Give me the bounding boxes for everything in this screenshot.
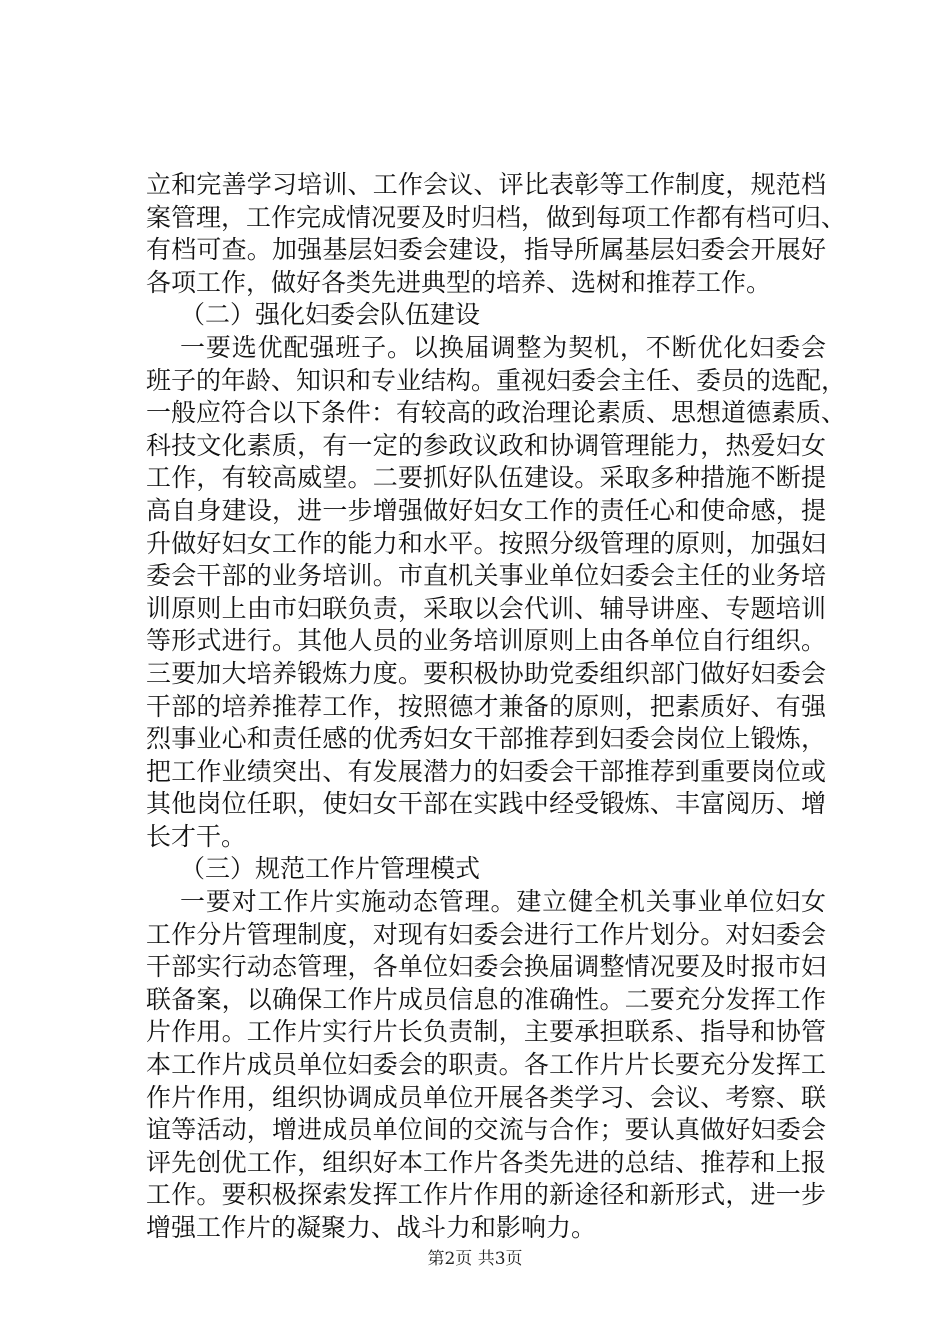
page-number-footer: 第2页 共3页 <box>427 1249 523 1269</box>
document-body <box>146 169 847 1245</box>
body-text-line: 案管理，工作完成情况要及时归档，做到每项工作都有档可归、 <box>146 202 847 232</box>
section-heading: （三）规范工作片管理模式 <box>180 854 481 884</box>
body-text-line: 其他岗位任职，使妇女干部在实践中经受锻炼、丰富阅历、增 <box>146 789 826 819</box>
body-text-line: 等形式进行。其他人员的业务培训原则上由各单位自行组织。 <box>146 626 826 656</box>
body-text-line: 作片作用，组织协调成员单位开展各类学习、会议、考察、联 <box>146 1082 826 1112</box>
body-text-line: 委会干部的业务培训。市直机关事业单位妇委会主任的业务培 <box>146 561 826 591</box>
body-text-line: 一般应符合以下条件：有较高的政治理论素质、思想道德素质、 <box>146 398 847 428</box>
body-text-line: 工作。要积极探索发挥工作片作用的新途径和新形式，进一步 <box>146 1180 826 1210</box>
body-text-line: 三要加大培养锻炼力度。要积极协助党委组织部门做好妇委会 <box>146 658 826 688</box>
body-text-line: 干部实行动态管理，各单位妇委会换届调整情况要及时报市妇 <box>146 952 826 982</box>
body-text-line: 工作，有较高威望。二要抓好队伍建设。采取多种措施不断提 <box>146 463 826 493</box>
body-text-line: 谊等活动，增进成员单位间的交流与合作；要认真做好妇委会 <box>146 1115 826 1145</box>
body-text-line: 立和完善学习培训、工作会议、评比表彰等工作制度，规范档 <box>146 170 826 199</box>
body-text-line: 班子的年龄、知识和专业结构。重视妇委会主任、委员的选配， <box>146 365 847 395</box>
body-text-line: 联备案，以确保工作片成员信息的准确性。二要充分发挥工作 <box>146 984 826 1014</box>
body-text-line: 把工作业绩突出、有发展潜力的妇委会干部推荐到重要岗位或 <box>146 756 826 786</box>
body-text-line: 训原则上由市妇联负责，采取以会代训、辅导讲座、专题培训 <box>146 593 826 623</box>
body-text-line: 评先创优工作，组织好本工作片各类先进的总结、推荐和上报 <box>146 1147 826 1177</box>
body-text-line: 长才干。 <box>146 821 247 851</box>
body-text-line: 一要对工作片实施动态管理。建立健全机关事业单位妇女 <box>180 887 826 917</box>
body-text-line: 各项工作，做好各类先进典型的培养、选树和推荐工作。 <box>146 267 772 297</box>
body-text-line: 工作分片管理制度，对现有妇委会进行工作片划分。对妇委会 <box>146 919 826 949</box>
body-text-line: 一要选优配强班子。以换届调整为契机，不断优化妇委会 <box>180 332 826 362</box>
body-text-line: 升做好妇女工作的能力和水平。按照分级管理的原则，加强妇 <box>146 528 826 558</box>
section-heading: （二）强化妇委会队伍建设 <box>180 300 481 330</box>
body-text-line: 干部的培养推荐工作，按照德才兼备的原则，把素质好、有强 <box>146 691 826 721</box>
body-text-line: 增强工作片的凝聚力、战斗力和影响力。 <box>146 1213 597 1242</box>
body-text-line: 科技文化素质，有一定的参政议政和协调管理能力，热爱妇女 <box>146 430 826 460</box>
body-text-line: 烈事业心和责任感的优秀妇女干部推荐到妇委会岗位上锻炼， <box>146 724 826 754</box>
body-text-line: 高自身建设，进一步增强做好妇女工作的责任心和使命感，提 <box>146 495 826 525</box>
body-text-line: 片作用。工作片实行片长负责制，主要承担联系、指导和协管 <box>146 1017 826 1047</box>
body-text-line: 本工作片成员单位妇委会的职责。各工作片片长要充分发挥工 <box>146 1050 826 1080</box>
body-text-line: 有档可查。加强基层妇委会建设，指导所属基层妇委会开展好 <box>146 235 826 265</box>
